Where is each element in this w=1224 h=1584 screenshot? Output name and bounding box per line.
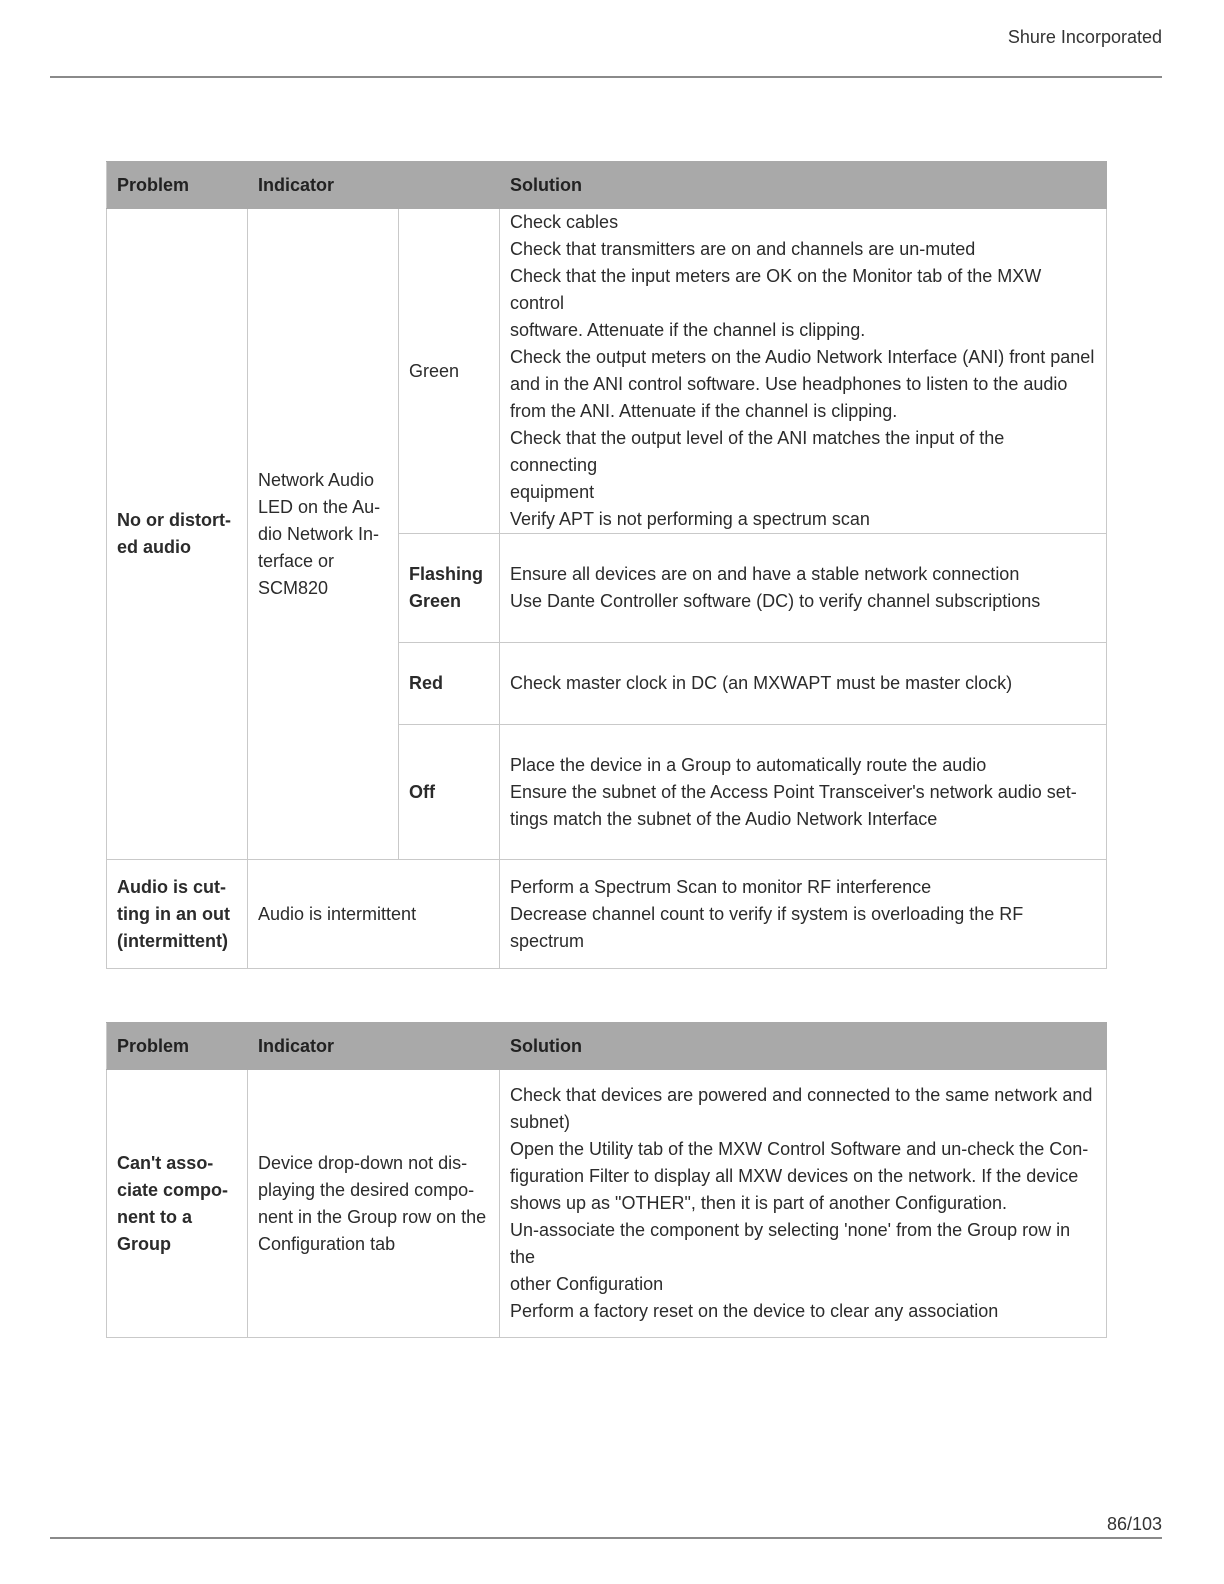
solution-line: and in the ANI control software. Use headphones to listen to the audio <box>510 374 1068 394</box>
problem-cell <box>107 1070 248 1338</box>
indicator-cell <box>248 1070 500 1338</box>
footer-divider <box>50 1537 1162 1539</box>
header-solution: Solution <box>500 162 1107 209</box>
header-solution: Solution <box>500 1023 1107 1070</box>
header-problem: Problem <box>107 162 248 209</box>
state-line: Green <box>409 591 462 611</box>
problem-line: No or distort- <box>117 510 231 530</box>
indicator-cell: Audio is intermittent <box>248 860 500 969</box>
solution-line: Perform a factory reset on the device to clear any association <box>510 1301 999 1321</box>
problem-line: ed audio <box>117 537 192 557</box>
indicator-line: nent in the Group row on the <box>258 1206 487 1227</box>
solution-line: Perform a Spectrum Scan to monitor RF interference <box>510 876 932 897</box>
header-problem: Problem <box>107 1023 248 1070</box>
solution-line: equipment <box>510 482 595 502</box>
problem-line: Group <box>117 1233 171 1254</box>
solution-cell <box>500 725 1107 860</box>
solution-line: Check cables <box>510 212 619 232</box>
problem-cell <box>107 860 248 969</box>
solution-line: Un-associate the component by selecting 'none' from the Group row in the <box>510 1220 1071 1267</box>
led-state-red: Red <box>399 643 500 725</box>
solution-cell <box>500 1070 1107 1338</box>
solution-line: Check the output meters on the Audio Network Interface (ANI) front panel <box>510 347 1095 367</box>
header-indicator: Indicator <box>248 1023 500 1070</box>
indicator-line: Configuration tab <box>258 1233 396 1254</box>
table-row <box>107 1070 1107 1338</box>
solution-line: Check master clock in DC (an MXWAPT must be master clock) <box>510 673 1013 693</box>
indicator-line: playing the desired compo- <box>258 1179 475 1200</box>
solution-line: figuration Filter to display all MXW devices on the network. If the device <box>510 1166 1079 1186</box>
solution-cell <box>500 860 1107 969</box>
indicator-line: Device drop-down not dis- <box>258 1152 468 1173</box>
problem-line: ting in an out <box>117 903 230 924</box>
troubleshooting-table-audio <box>106 161 1107 969</box>
solution-line: Check that transmitters are on and channels are un-muted <box>510 239 976 259</box>
header-divider <box>50 76 1162 78</box>
problem-line: nent to a <box>117 1206 192 1227</box>
header-company: Shure Incorporated <box>1007 27 1162 47</box>
indicator-line: Network Audio <box>258 469 375 490</box>
page-number: 86/103 <box>1106 1514 1162 1534</box>
solution-line: Place the device in a Group to automatically route the audio <box>510 754 987 775</box>
problem-line: ciate compo- <box>117 1179 229 1200</box>
table-row <box>107 209 1107 534</box>
solution-line: Ensure all devices are on and have a stable network connection <box>510 564 1020 584</box>
solution-line: Verify APT is not performing a spectrum scan <box>510 509 870 529</box>
solution-line: Check that the input meters are OK on the Monitor tab of the MXW control <box>510 266 1042 313</box>
indicator-line: LED on the Au- <box>258 496 381 517</box>
solution-line: software. Attenuate if the channel is clipping. <box>510 320 866 340</box>
solution-line: subnet) <box>510 1112 571 1132</box>
solution-line: shows up as "OTHER", then it is part of another Configuration. <box>510 1193 1008 1213</box>
solution-cell <box>500 643 1107 725</box>
problem-line: (intermittent) <box>117 930 228 951</box>
solution-line: from the ANI. Attenuate if the channel is clipping. <box>510 401 898 421</box>
solution-line: Open the Utility tab of the MXW Control Software and un-check the Con- <box>510 1139 1089 1159</box>
state-line: Flashing <box>409 564 484 584</box>
indicator-line: dio Network In- <box>258 523 380 544</box>
solution-cell <box>500 209 1107 534</box>
solution-line: Check that devices are powered and connected to the same network and <box>510 1085 1093 1105</box>
indicator-line: SCM820 <box>258 577 329 598</box>
solution-line: tings match the subnet of the Audio Network Interface <box>510 808 938 829</box>
led-state-green: Green <box>399 209 500 534</box>
problem-line: Audio is cut- <box>117 876 226 897</box>
problem-line: Can't asso- <box>117 1152 214 1173</box>
solution-line: Decrease channel count to verify if system is overloading the RF spectrum <box>510 903 1024 951</box>
led-state-flashing-green <box>399 534 500 643</box>
solution-line: Check that the output level of the ANI matches the input of the connecting <box>510 428 1005 475</box>
led-state-off: Off <box>399 725 500 860</box>
solution-line: Ensure the subnet of the Access Point Transceiver's network audio set- <box>510 781 1077 802</box>
header-indicator: Indicator <box>248 162 500 209</box>
table-header-row <box>107 162 1107 209</box>
table-row <box>107 860 1107 969</box>
table-header-row <box>107 1023 1107 1070</box>
indicator-line: terface or <box>258 550 335 571</box>
problem-cell <box>107 209 248 860</box>
solution-cell <box>500 534 1107 643</box>
solution-line: other Configuration <box>510 1274 664 1294</box>
troubleshooting-table-group <box>106 1022 1107 1338</box>
solution-line: Use Dante Controller software (DC) to verify channel subscriptions <box>510 591 1041 611</box>
indicator-cell <box>248 209 399 860</box>
